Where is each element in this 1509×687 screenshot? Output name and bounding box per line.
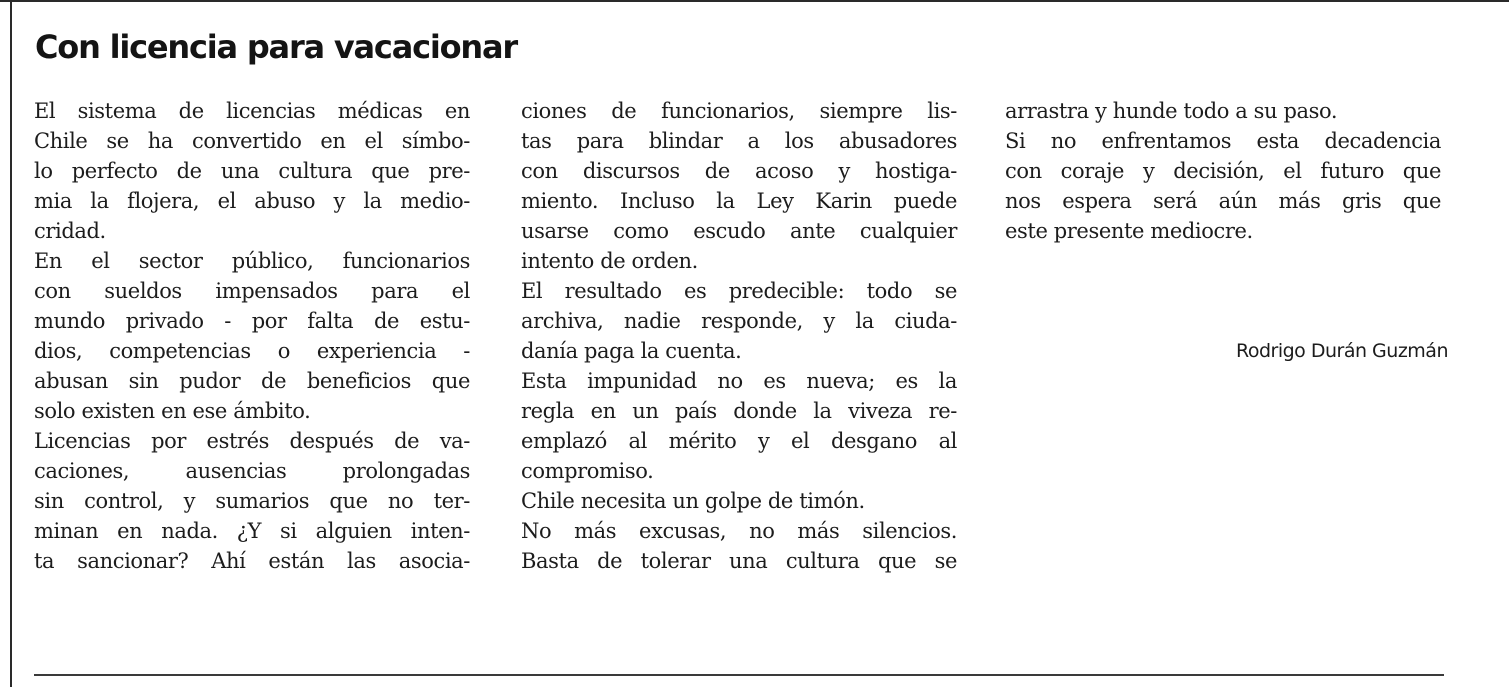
text-line: intento de orden. [521,249,698,273]
text-line: tas para blindar a los abusadores [521,129,957,153]
text-line: El resultado es predecible: todo se [521,279,957,303]
text-line: Chile necesita un golpe de timón. [521,489,865,513]
text-line: Si no enfrentamos esta decadencia [1005,129,1441,153]
text-line: En el sector público, funcionarios [34,249,470,273]
text-line: lo perfecto de una cultura que pre- [34,159,470,183]
text-line: arrastra y hunde todo a su paso. [1005,99,1338,123]
text-line: Esta impunidad no es nueva; es la [521,369,957,393]
text-line: ciones de funcionarios, siempre lis- [521,99,957,123]
text-line: danía paga la cuenta. [521,339,742,363]
text-line: No más excusas, no más silencios. [521,519,957,543]
top-border-rule [0,0,1509,2]
text-line: emplazó al mérito y el desgano al [521,429,957,453]
article-column-2 [521,96,957,576]
text-line: ta sancionar? Ahí están las asocia- [34,549,470,573]
text-line: mundo privado - por falta de estu- [34,309,470,333]
text-line: con discursos de acoso y hostiga- [521,159,957,183]
text-line: compromiso. [521,459,654,483]
text-line: Chile se ha convertido en el símbo- [34,129,470,153]
text-line: cridad. [34,219,106,243]
text-line: solo existen en ese ámbito. [34,399,311,423]
bottom-divider [34,674,1444,676]
text-line: mia la flojera, el abuso y la medio- [34,189,470,213]
text-line: sin control, y sumarios que no ter- [34,489,470,513]
text-line: usarse como escudo ante cualquier [521,219,957,243]
article-column-3 [1005,96,1441,246]
text-line: este presente mediocre. [1005,219,1253,243]
text-line: archiva, nadie responde, y la ciuda- [521,309,957,333]
text-line: miento. Incluso la Ley Karin puede [521,189,957,213]
text-line: con sueldos impensados para el [34,279,470,303]
text-line: abusan sin pudor de beneficios que [34,369,470,393]
text-line: dios, competencias o experiencia - [34,339,470,363]
left-border-rule [10,0,12,687]
author-signature: Rodrigo Durán Guzmán [1236,340,1448,362]
text-line: minan en nada. ¿Y si alguien inten- [34,519,470,543]
text-line: caciones, ausencias prolongadas [34,459,470,483]
text-line: regla en un país donde la viveza re- [521,399,957,423]
text-line: nos espera será aún más gris que [1005,189,1441,213]
text-line: Basta de tolerar una cultura que se [521,549,957,573]
article-column-1 [34,96,470,576]
text-line: El sistema de licencias médicas en [34,99,470,123]
text-line: con coraje y decisión, el futuro que [1005,159,1441,183]
article-title: Con licencia para vacacionar [35,28,517,66]
text-line: Licencias por estrés después de va- [34,429,470,453]
